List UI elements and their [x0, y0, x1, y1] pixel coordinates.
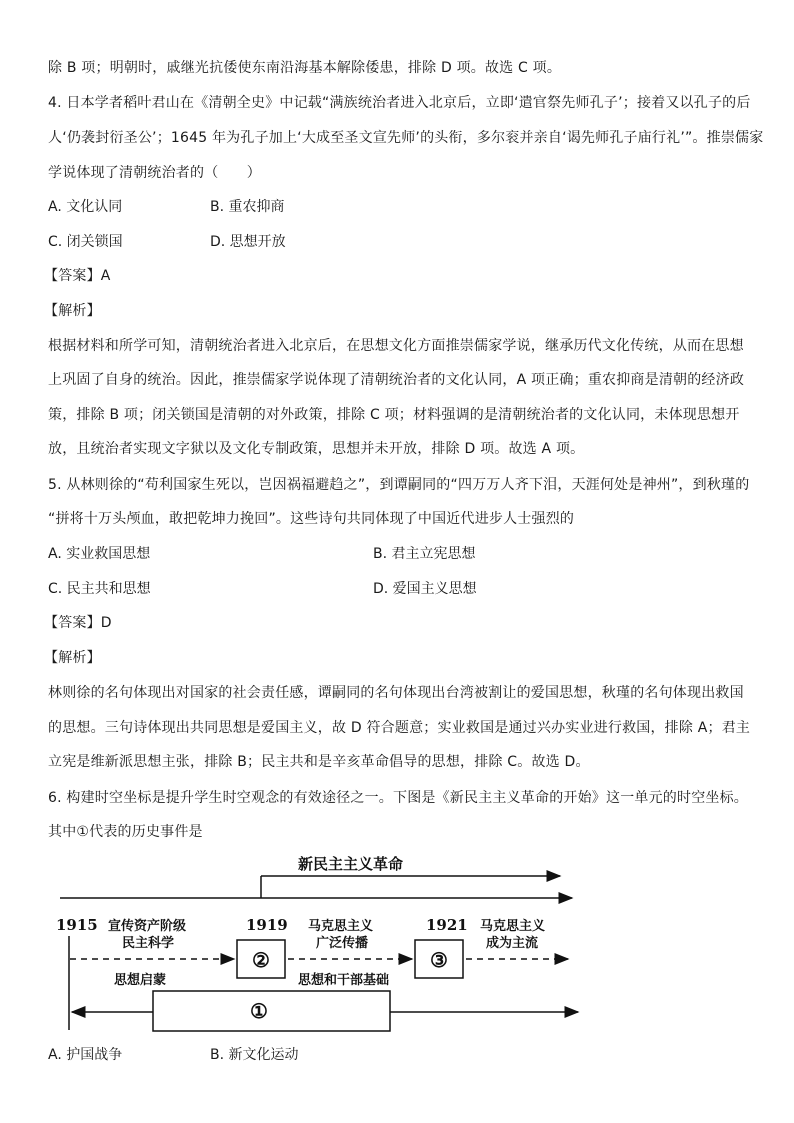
label-new-democracy: 新民主主义革命: [298, 855, 404, 873]
q5-option-a: A. 实业救国思想: [48, 546, 151, 562]
q5-analysis-line-1: 林则徐的名句体现出对国家的社会责任感，谭嗣同的名句体现出台湾被割让的爱国思想，秋瑾的名句体现出救国: [48, 685, 744, 701]
q6-stem-line-1: 6. 构建时空坐标是提升学生时空观念的有效途径之一。下图是《新民主主义革命的开始》这一单元的时空坐标。: [48, 790, 749, 806]
q4-stem-line-1: 4. 日本学者稻叶君山在《清朝全史》中记载“满族统治者进入北京后，立即‘遣官祭先师孔子’；接着又以孔子的后: [48, 95, 751, 111]
box-2-label: ②: [252, 948, 270, 972]
timeline-diagram: [48, 848, 608, 1038]
q5-analysis-line-3: 立宪是维新派思想主张，排除 B；民主共和是辛亥革命倡导的思想，排除 C。故选 D。: [48, 754, 590, 770]
q4-analysis-label: 【解析】: [44, 303, 101, 319]
q4-stem-line-2: 人‘仍袭封衍圣公’；1645 年为孔子加上‘大成至圣文宣先师’的头衔，多尔衮并亲自‘谒先师孔子庙行礼’”。推崇儒家: [48, 130, 764, 146]
year-1915: 1915: [56, 916, 98, 934]
q5-stem-line-2: “拼将十万头颅血，敢把乾坤力挽回”。这些诗句共同体现了中国近代进步人士强烈的: [48, 511, 575, 527]
q4-stem-line-3: 学说体现了清朝统治者的（ ）: [48, 165, 261, 181]
q4-analysis-line-3: 策，排除 B 项；闭关锁国是清朝的对外政策，排除 C 项；材料强调的是清朝统治者的文化认同，未体现思想开: [48, 407, 740, 423]
label-1919-line1: 马克思主义: [308, 919, 374, 934]
year-1921: 1921: [426, 916, 468, 934]
q5-stem-line-1: 5. 从林则徐的“苟利国家生死以，岂因祸福避趋之”，到谭嗣同的“四万万人齐下泪，天涯何处是神州”，到秋瑾的: [48, 477, 750, 493]
box-1: [153, 991, 390, 1031]
q4-option-b: B. 重农抑商: [210, 199, 285, 215]
q5-analysis-label: 【解析】: [44, 650, 101, 666]
q4-analysis-line-4: 放，且统治者实现文字狱以及文化专制政策，思想并未开放，排除 D 项。故选 A 项。: [48, 441, 585, 457]
q4-option-c: C. 闭关锁国: [48, 234, 123, 250]
q5-analysis-line-2: 的思想。三句诗体现出共同思想是爱国主义，故 D 符合题意；实业救国是通过兴办实业进行救国，排除 A；君主: [48, 720, 751, 736]
label-1919-line2: 广泛传播: [316, 936, 369, 951]
label-1915-line1: 宣传资产阶级: [108, 919, 187, 934]
q6-option-b: B. 新文化运动: [210, 1047, 299, 1063]
q3-tail: 除 B 项；明朝时，戚继光抗倭使东南沿海基本解除倭患，排除 D 项。故选 C 项。: [48, 60, 562, 76]
q4-option-d: D. 思想开放: [210, 234, 286, 250]
q4-analysis-line-1: 根据材料和所学可知，清朝统治者进入北京后，在思想文化方面推崇儒家学说，继承历代文化传统，从而在思想: [48, 338, 744, 354]
q4-option-a: A. 文化认同: [48, 199, 123, 215]
q6-option-a: A. 护国战争: [48, 1047, 123, 1063]
box-3-label: ③: [430, 948, 448, 972]
q6-stem-line-2: 其中①代表的历史事件是: [48, 824, 203, 840]
box-1-label: ①: [250, 999, 268, 1023]
year-1919: 1919: [246, 916, 288, 934]
q4-answer: 【答案】A: [44, 268, 111, 284]
q5-option-d: D. 爱国主义思想: [373, 581, 477, 597]
label-1921-line2: 成为主流: [486, 936, 539, 951]
q4-analysis-line-2: 上巩固了自身的统治。因此，推崇儒家学说体现了清朝统治者的文化认同，A 项正确；重农抑商是清朝的经济政: [48, 372, 745, 388]
q5-answer: 【答案】D: [44, 615, 112, 631]
q5-option-b: B. 君主立宪思想: [373, 546, 476, 562]
label-enlightenment: 思想启蒙: [114, 973, 167, 988]
label-ideology-cadres: 思想和干部基础: [298, 973, 390, 988]
label-1915-line2: 民主科学: [122, 936, 175, 951]
label-1921-line1: 马克思主义: [480, 919, 546, 934]
q5-option-c: C. 民主共和思想: [48, 581, 151, 597]
